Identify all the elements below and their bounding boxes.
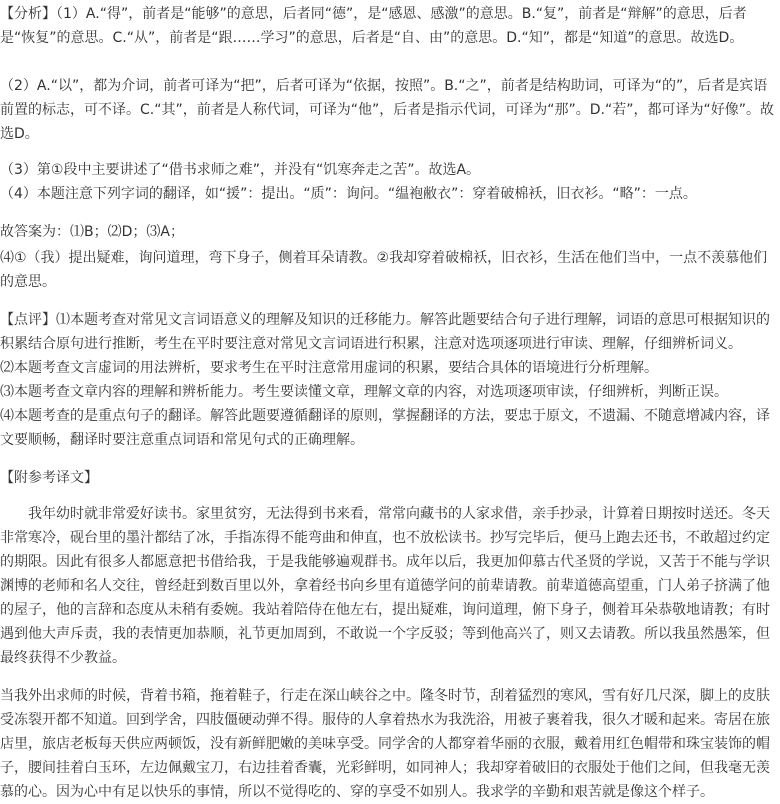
comment-2: ⑵本题考查文言虚词的用法辨析，要求考生在平时注意常用虚词的积累，要结合具体的语境进行分析理解。 [0,360,658,376]
analysis-q4: （4）本题注意下列字词的翻译，如“援”：提出。“质”：询问。“缊袍敝衣”：穿着破棉袄，旧衣衫。“略”：一点。 [0,186,697,202]
answer-q4: ⑷①（我）提出疑难，询问道理，弯下身子，侧着耳朵请教。②我却穿着破棉袄，旧衣衫，生活在他们当中，一点不羡慕他们的意思。 [0,250,768,290]
answer-summary: 故答案为：⑴B；⑵D；⑶A； [0,224,184,240]
comment-3: ⑶本题考查文章内容的理解和辨析能力。考生要读懂文章，理解文章的内容，对选项逐项审读，仔细辨析，判断正误。 [0,384,728,400]
analysis-q1: 【分析】（1）A.“得”，前者是“能够”的意思，后者同“德”，是“感恩、感激”的意思。B.“复”，前者是“辩解”的意思，后者是“恢复”的意思。C.“从”，前者是“跟……学习”的意思，后者是“自、由”的意思。D.“知”，都是“知道”的意思。故选D。 [0,6,747,46]
translation-paragraph-2: 当我外出求师的时候，背着书箱，拖着鞋子，行走在深山峡谷之中。隆冬时节，刮着猛烈的寒风，雪有好几尺深，脚上的皮肤受冻裂开都不知道。回到学舍，四肢僵硬动弹不得。服侍的人拿着热水为我洗浴，用被子裹着我，很久才暖和起来。寄居在旅店里，旅店老板每天供应两顿饭，没有新鲜肥嫩的美味享受。同学舍的人都穿着华丽的衣服，戴着用红色帽带和珠宝装饰的帽子，腰间挂着白玉环，左边佩戴宝刀，右边挂着香囊，光彩鲜明，如同神人；我却穿着破旧的衣服处于他们之间，但我毫无羡慕的心。因为心中有足以快乐的事情，所以不觉得吃的、穿的享受不如别人。我求学的辛勤和艰苦就是像这个样子。 [0,688,770,800]
translation-paragraph-1: 我年幼时就非常爱好读书。家里贫穷，无法得到书来看，常常向藏书的人家求借，亲手抄录，计算着日期按时送还。冬天非常寒冷，砚台里的墨汁都结了冰，手指冻得不能弯曲和伸直，也不放松读书。抄写完毕后，便马上跑去还书，不敢超过约定的期限。因此有很多人都愿意把书借给我，于是我能够遍观群书。成年以后，我更加仰慕古代圣贤的学说，又苦于不能与学识渊博的老师和名人交往，曾经赶到数百里以外，拿着经书向乡里有道德学问的前辈请教。前辈道德高望重，门人弟子挤满了他的屋子，他的言辞和态度从未稍有委婉。我站着陪侍在他左右，提出疑难，询问道理，俯下身子，侧着耳朵恭敬地请教；有时遇到他大声斥责，我的表情更加恭顺，礼节更加周到，不敢说一个字反驳；等到他高兴了，则又去请教。所以我虽然愚笨，但最终获得不少教益。 [0,506,770,666]
translation-heading: 【附参考译文】 [0,470,98,486]
analysis-q3: （3）第①段中主要讲述了“借书求师之难”，并没有“饥寒奔走之苦”。故选A。 [0,162,481,178]
analysis-q2: （2）A.“以”，都为介词，前者可译为“把”，后者可译为“依据，按照”。B.“之”，前者是结构助词，可译为“的”，后者是宾语前置的标志，可不译。C.“其”，前者是人称代词，可译为“他”，后者是指示代词，可译为“那”。D.“若”，都可译为“好像”。故选D。 [0,78,774,142]
comment-4: ⑷本题考查的是重点句子的翻译。解答此题要遵循翻译的原则，掌握翻译的方法，要忠于原文，不遗漏、不随意增减内容，译文要顺畅，翻译时要注意重点词语和常见句式的正确理解。 [0,408,770,448]
comment-1: 【点评】⑴本题考查对常见文言词语意义的理解及知识的迁移能力。解答此题要结合句子进行理解，词语的意思可根据知识的积累结合原句进行推断，考生在平时要注意对常见文言词语进行积累，注意对选项逐项进行审读、理解，仔细辨析词义。 [0,312,770,352]
